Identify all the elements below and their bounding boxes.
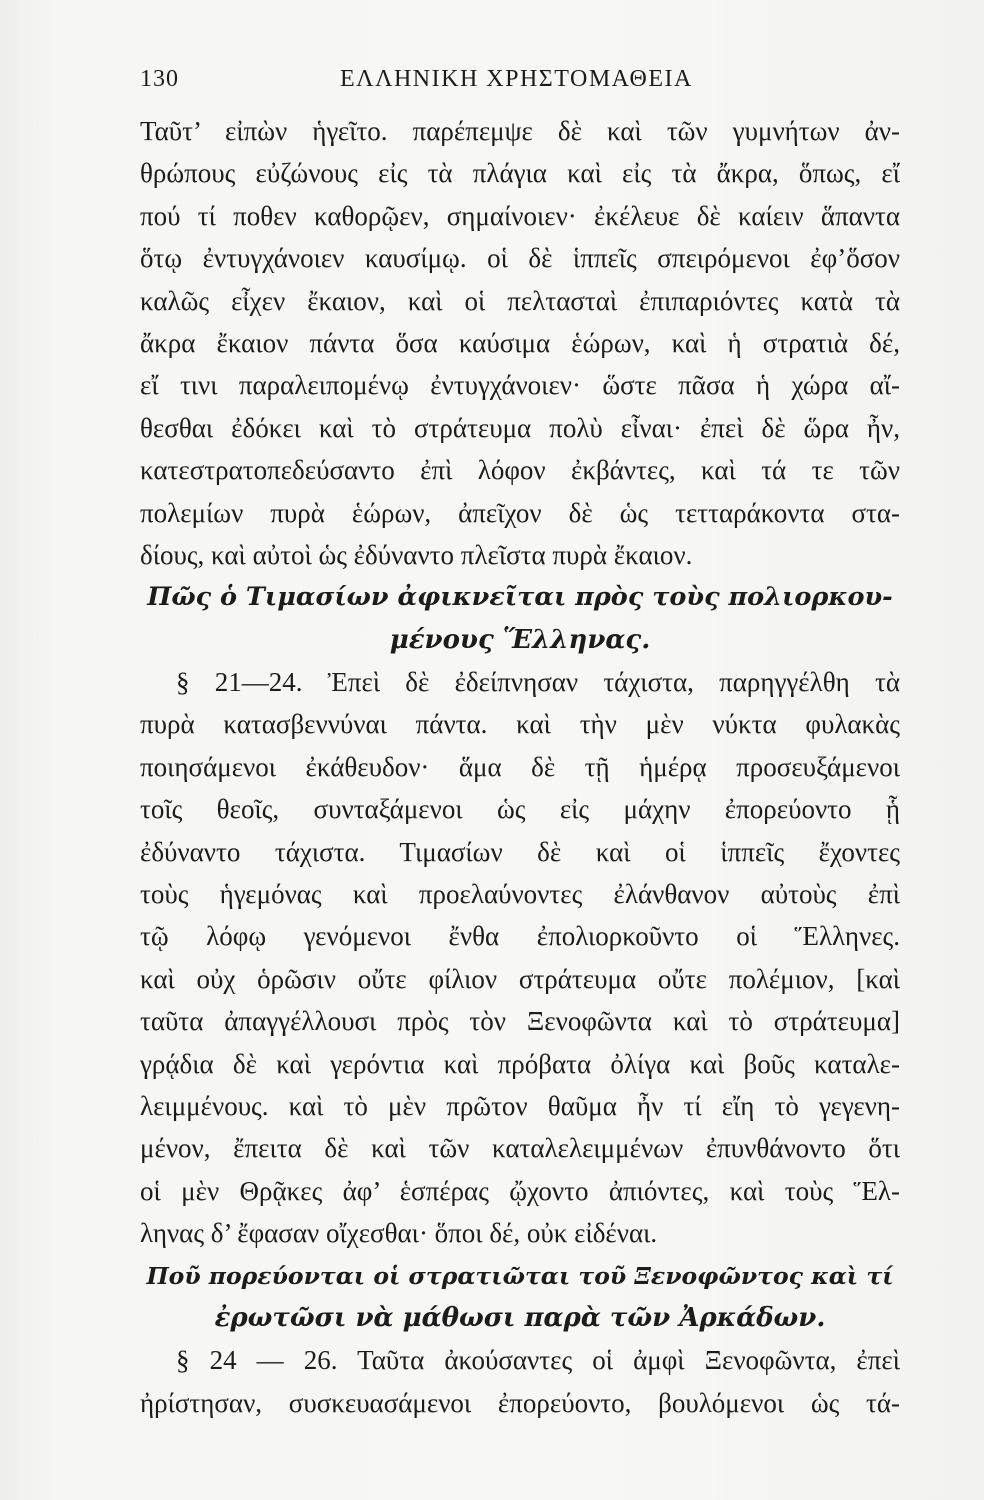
page-body [140,110,900,1424]
heading-line: Πῶς ὁ Τιμασίων ἀφικνεῖται πρὸς τοὺς πολιορκου- [147,582,893,613]
page-header [140,66,900,102]
heading-line: Ποῦ πορεύονται οἱ στρατιῶται τοῦ Ξενοφῶντος καὶ τί [146,1261,894,1290]
text-line: μένον, ἔπειτα δὲ καὶ τῶν καταλελειμμένων ἐπυνθάνοντο ὅτι [140,1133,900,1164]
text-line: πού τί ποθεν καθορῷεν, σημαίνοιεν· ἐκέλευε δὲ καίειν ἅπαντα [140,200,900,231]
text-line: Ταῦτ’ εἰπὼν ἡγεῖτο. παρέπεμψε δὲ καὶ τῶν γυμνήτων ἀν- [140,116,900,146]
text-line: εἴ τινι παραλειπομένῳ ἐντυγχάνοιεν· ὥστε πᾶσα ἡ χώρα αἴ- [140,370,900,401]
text-line: ἐδύναντο τάχιστα. Τιμασίων δὲ καὶ οἱ ἱππεῖς ἔχοντες [140,836,900,867]
text-line: καὶ οὐχ ὁρῶσιν οὔτε φίλιον στράτευμα οὔτε πολέμιον, [καὶ [140,963,900,994]
text-line: ληνας δ’ ἔφασαν οἴχεσθαι· ὅποι δέ, οὐκ εἰδέναι. [140,1218,658,1249]
text-line: § 21—24. Ἐπεὶ δὲ ἐδείπνησαν τάχιστα, παρηγγέλθη τὰ [176,667,900,698]
text-line: ἠρίστησαν, συσκευασάμενοι ἐπορεύοντο, βουλόμενοι ὡς τά- [140,1387,900,1418]
text-line: τῷ λόφῳ γενόμενοι ἔνθα ἐπολιορκοῦντο οἱ Ἕλληνες. [140,921,900,952]
text-line: οἱ μὲν Θρᾷκες ἀφ’ ἑσπέρας ᾤχοντο ἀπιόντες, καὶ τοὺς Ἕλ- [140,1175,900,1206]
section-heading-1 [140,576,900,661]
text-line: ποιησάμενοι ἐκάθευδον· ἅμα δὲ τῇ ἡμέρᾳ προσευξάμενοι [140,751,900,782]
text-line: κατεστρατοπεδεύσαντο ἐπὶ λόφον ἐκβάντες, καὶ τά τε τῶν [140,455,900,486]
text-line: δίους, καὶ αὐτοὶ ὡς ἐδύναντο πλεῖστα πυρὰ ἔκαιον. [140,539,693,570]
text-line: θεσθαι ἐδόκει καὶ τὸ στράτευμα πολὺ εἶναι· ἐπεὶ δὲ ὥρα ἦν, [140,412,900,443]
text-line: θρώπους εὐζώνους εἰς τὰ πλάγια καὶ εἰς τὰ ἄκρα, ὅπως, εἴ [140,158,900,189]
text-line: πυρὰ κατασβεννύναι πάντα. καὶ τὴν μὲν νύκτα φυλακὰς [140,709,900,740]
text-line: γρᾴδια δὲ καὶ γερόντια καὶ πρόβατα ὀλίγα καὶ βοῦς καταλε- [140,1048,900,1079]
paragraph-2 [140,661,900,1254]
section-heading-2 [140,1255,900,1340]
text-line: ἄκρα ἔκαιον πάντα ὅσα καύσιμα ἑώρων, καὶ ἡ στρατιὰ δέ, [140,327,900,358]
text-line: ὅτῳ ἐντυγχάνοιεν καυσίμῳ. οἱ δὲ ἱππεῖς σπειρόμενοι ἐφ’ὅσον [140,243,900,274]
text-line: τοῖς θεοῖς, συνταξάμενοι ὡς εἰς μάχην ἐπορεύοντο ᾗ [140,794,900,825]
running-title: ΕΛΛΗΝΙΚΗ ΧΡΗΣΤΟΜΑΘΕΙΑ [340,66,693,92]
heading-line: ἐρωτῶσι νὰ μάθωσι παρὰ τῶν Ἀρκάδων. [214,1302,826,1333]
paragraph-3 [140,1339,900,1424]
page-number: 130 [140,66,179,92]
text-line: καλῶς εἶχεν ἔκαιον, καὶ οἱ πελτασταὶ ἐπιπαριόντες κατὰ τὰ [140,285,900,316]
heading-line: μένους Ἕλληνας. [389,624,651,655]
text-line: τοὺς ἡγεμόνας καὶ προελαύνοντες ἐλάνθανον αὐτοὺς ἐπὶ [140,879,900,910]
paragraph-1 [140,110,900,576]
text-line: § 24 — 26. Ταῦτα ἀκούσαντες οἱ ἀμφὶ Ξενοφῶντα, ἐπεὶ [176,1345,900,1376]
text-line: ταῦτα ἀπαγγέλλουσι πρὸς τὸν Ξενοφῶντα καὶ τὸ στράτευμα] [140,1006,900,1037]
text-line: λειμμένους. καὶ τὸ μὲν πρῶτον θαῦμα ἦν τί εἴη τὸ γεγενη- [140,1090,900,1121]
text-line: πολεμίων πυρὰ ἑώρων, ἀπεῖχον δὲ ὡς τετταράκοντα στα- [140,497,900,528]
